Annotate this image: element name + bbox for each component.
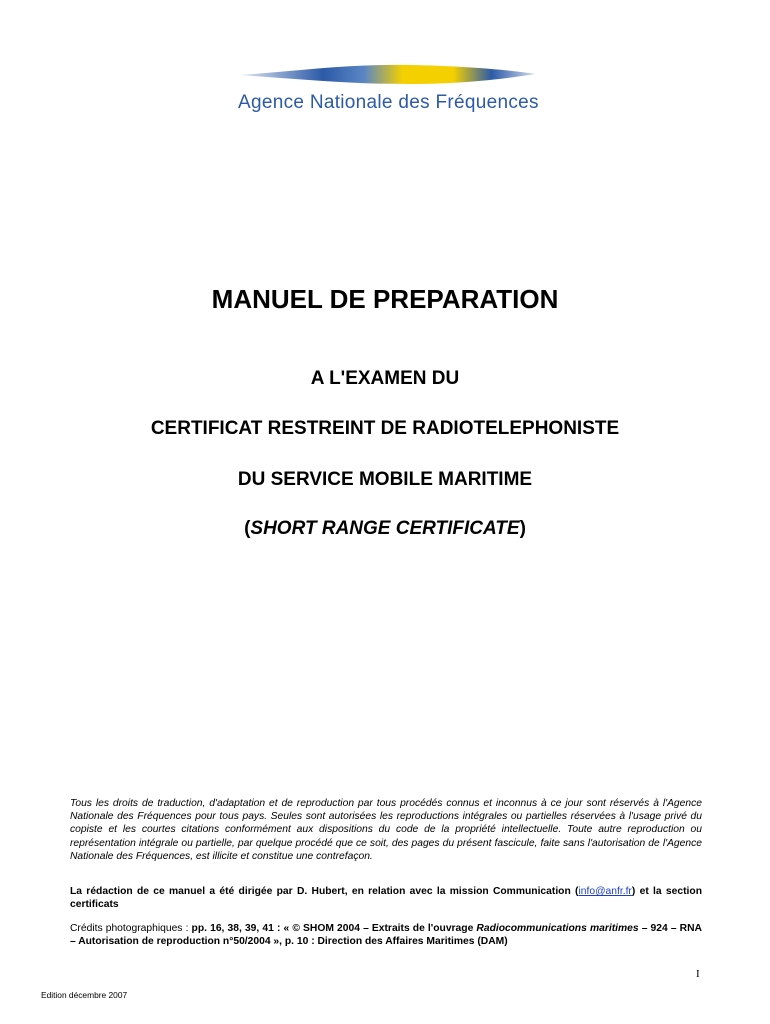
page-title: MANUEL DE PREPARATION [211, 284, 559, 314]
redaction-text: La rédaction de ce manuel a été dirigée par D. Hubert, en relation avec la mission Communication ( [70, 886, 579, 897]
edition-date: Edition décembre 2007 [41, 990, 128, 1000]
credits-book-title: Radiocommunications maritimes [476, 923, 639, 934]
copyright-notice: Tous les droits de traduction, d'adaptation et de reproduction par tous procédés connus et inconnus à ce jour sont réservés à l'Agence Nationale des Fréquences pour tous pays. Seules sont autorisées les reproductions intégrales ou partielles réservées à l'usage privé du copiste et les courtes citations conformément aux dispositions du code de la propriété intellectuelle. Toute autre reproduction ou représentation intégrale ou partielle, par quelque procédé que ce soit, des pages du présent fascicule, faite sans l'autorisation de l'Agence Nationale des Fréquences, est illicite et constitue une contrefaçon. [70, 798, 702, 862]
paren-open: ( [244, 518, 251, 539]
page-number: I [696, 968, 700, 980]
subtitle-line-3: DU SERVICE MOBILE MARITIME [237, 469, 533, 490]
agency-name: Agence Nationale des Fréquences [238, 92, 539, 113]
subtitle-line-4 [0, 518, 770, 540]
subtitle-line-2: CERTIFICAT RESTREINT DE RADIOTELEPHONISTE [150, 418, 620, 439]
credits-part-1: pp. 16, 38, 39, 41 : « © SHOM 2004 – Extraits de l'ouvrage [191, 923, 477, 934]
subtitle-line-1: A L'EXAMEN DU [310, 368, 460, 389]
short-range-certificate-text: SHORT RANGE CERTIFICATE [250, 518, 520, 539]
paren-close: ) [519, 518, 526, 539]
photo-credits [70, 922, 702, 949]
redaction-note [70, 885, 702, 911]
logo-swoosh-icon [238, 62, 538, 92]
email-link[interactable]: info@anfr.fr [578, 886, 632, 897]
credits-label: Crédits photographiques : [70, 923, 192, 934]
redaction-text-end: ) et la section certificats [70, 886, 702, 911]
credits-part-2: – 924 – RNA – Autorisation de reproduction n°50/2004 », p. 10 : Direction des Affaires Maritimes (DAM) [70, 923, 702, 948]
